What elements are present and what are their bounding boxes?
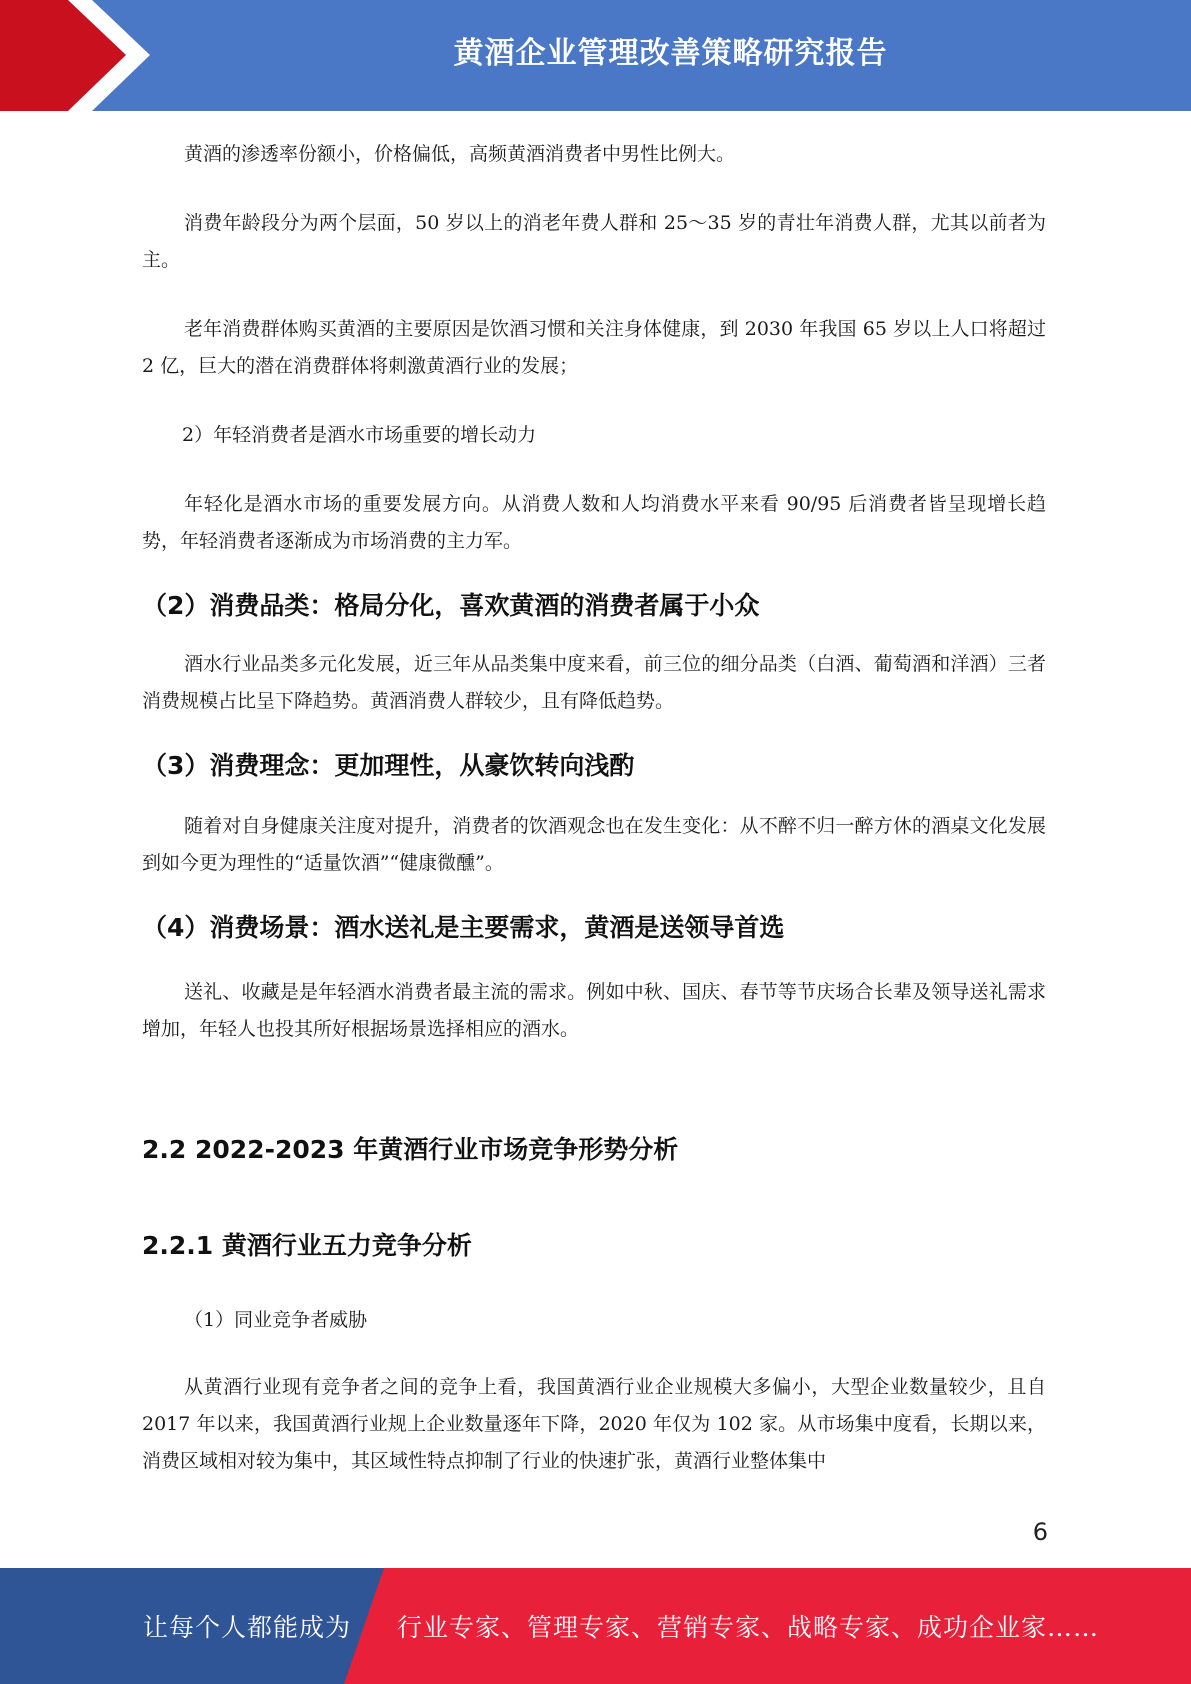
subheading: （3）消费理念：更加理性，从豪饮转向浅酌 <box>142 751 635 780</box>
paragraph: 酒水行业品类多元化发展，近三年从品类集中度来看，前三位的细分品类（白酒、葡萄酒和洋酒）三者消费规模占比呈下降趋势。黄酒消费人群较少，且有降低趋势。 <box>142 653 1046 712</box>
page-footer <box>0 1568 1191 1684</box>
page-number: 6 <box>1032 1518 1048 1546</box>
list-item-heading: 2）年轻消费者是酒水市场重要的增长动力 <box>182 424 537 446</box>
section-heading: 2.2.1 黄酒行业五力竞争分析 <box>142 1231 472 1260</box>
page-header <box>0 0 1191 111</box>
document-title: 黄酒企业管理改善策略研究报告 <box>453 36 888 71</box>
paragraph: 从黄酒行业现有竞争者之间的竞争上看，我国黄酒行业企业规模大多偏小，大型企业数量较少，且自 2017 年以来，我国黄酒行业规上企业数量逐年下降，2020 年仅为 102 家。从市场集中度看，长期以来，消费区域相对较为集中，其区域性特点抑制了行业的快速扩张，黄酒行业整体集中 <box>142 1376 1046 1472</box>
list-item-heading: （1）同业竞争者威胁 <box>184 1309 368 1331</box>
paragraph: 送礼、收藏是是年轻酒水消费者最主流的需求。例如中秋、国庆、春节等节庆场合长辈及领导送礼需求增加，年轻人也投其所好根据场景选择相应的酒水。 <box>142 981 1046 1040</box>
paragraph: 随着对自身健康关注度对提升，消费者的饮酒观念也在发生变化：从不醉不归一醉方休的酒桌文化发展到如今更为理性的“适量饮酒”“健康微醺”。 <box>142 815 1046 874</box>
footer-slogan-left: 让每个人都能成为 <box>143 1613 352 1642</box>
subheading: （4）消费场景：酒水送礼是主要需求，黄酒是送领导首选 <box>142 913 785 942</box>
footer-slogan-right: 行业专家、管理专家、营销专家、战略专家、成功企业家…… <box>397 1613 1100 1642</box>
subheading: （2）消费品类：格局分化，喜欢黄酒的消费者属于小众 <box>142 591 760 620</box>
page-content <box>142 130 1046 1480</box>
paragraph: 老年消费群体购买黄酒的主要原因是饮酒习惯和关注身体健康，到 2030 年我国 65 岁以上人口将超过 2 亿，巨大的潜在消费群体将刺激黄酒行业的发展； <box>142 318 1046 377</box>
paragraph: 消费年龄段分为两个层面，50 岁以上的消老年费人群和 25～35 岁的青壮年消费人群，尤其以前者为主。 <box>142 212 1046 271</box>
paragraph: 年轻化是酒水市场的重要发展方向。从消费人数和人均消费水平来看 90/95 后消费者皆呈现增长趋势，年轻消费者逐渐成为市场消费的主力军。 <box>142 493 1046 552</box>
section-heading: 2.2 2022-2023 年黄酒行业市场竞争形势分析 <box>142 1135 679 1164</box>
paragraph: 黄酒的渗透率份额小，价格偏低，高频黄酒消费者中男性比例大。 <box>184 143 736 165</box>
